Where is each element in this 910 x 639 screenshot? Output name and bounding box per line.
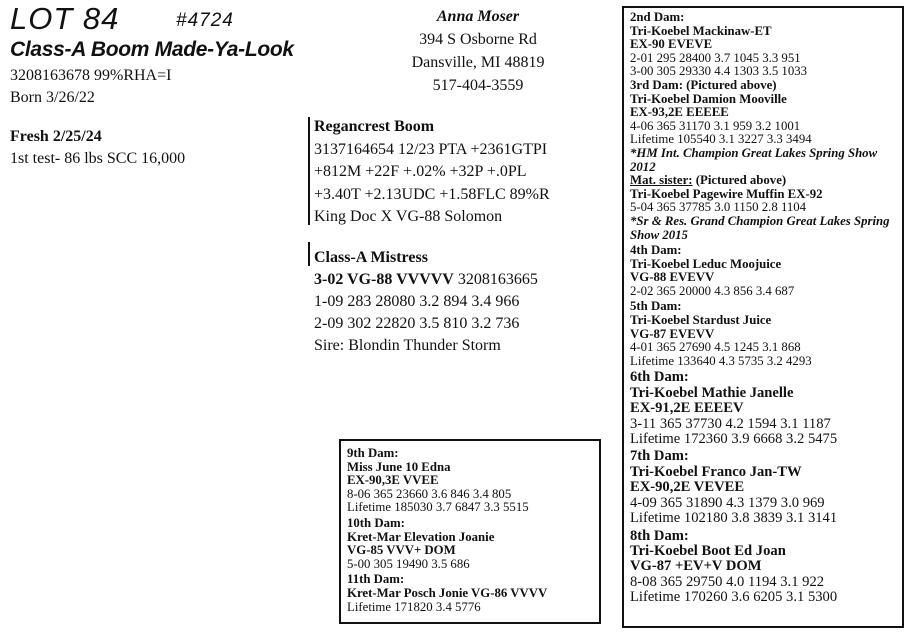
dam6-record: 3-11 365 37730 4.2 1594 3.1 1187 bbox=[630, 415, 831, 432]
dam9-record: 8-06 365 23660 3.6 846 3.4 805 bbox=[347, 486, 512, 501]
pedigree-box-bottom bbox=[339, 439, 601, 624]
dam8-record: Lifetime 170260 3.6 6205 3.1 5300 bbox=[630, 589, 838, 606]
dam4-record: 2-02 365 20000 4.3 856 3.4 687 bbox=[630, 283, 795, 298]
consignor-name: Anna Moser bbox=[436, 8, 520, 25]
dam9-record: Lifetime 185030 3.7 6847 3.3 5515 bbox=[347, 500, 529, 515]
dam10-name: Kret-Mar Elevation Joanie bbox=[347, 529, 495, 544]
dam5-record: 4-01 365 27690 4.5 1245 3.1 868 bbox=[630, 340, 801, 355]
mat-sister-label-suffix: (Pictured above) bbox=[692, 173, 787, 188]
dam7-classification: EX-90,2E VEVEE bbox=[630, 479, 745, 496]
first-test: 1st test- 86 lbs SCC 16,000 bbox=[10, 150, 186, 167]
dam10-record: 5-00 305 19490 3.5 686 bbox=[347, 556, 470, 571]
dam3-classification: EX-93,2E EEEEE bbox=[630, 105, 729, 120]
consignor-block bbox=[360, 5, 596, 97]
dam2-record: 3-00 305 29330 4.4 1303 3.5 1033 bbox=[630, 64, 808, 79]
dam3-name: Tri-Koebel Damion Mooville bbox=[630, 91, 787, 106]
dam10-classification: VG-85 VVV+ DOM bbox=[347, 543, 456, 558]
dam4-label: 4th Dam: bbox=[630, 243, 682, 258]
mat-sister-name: Tri-Koebel Pagewire Muffin EX-92 bbox=[630, 186, 823, 201]
dam6-classification: EX-91,2E EEEEV bbox=[630, 400, 744, 417]
lot-title: LOT 84 bbox=[10, 1, 120, 36]
dam-registration: 3208163665 bbox=[457, 271, 538, 288]
sire-block bbox=[314, 116, 604, 229]
dam7-record: 4-09 365 31890 4.3 1379 3.0 969 bbox=[630, 494, 825, 511]
dam11-name: Kret-Mar Posch Jonie VG-86 VVVV bbox=[347, 585, 548, 600]
dam-classification: 3-02 VG-88 VVVVV bbox=[314, 271, 454, 288]
consignor-city: Dansville, MI 48819 bbox=[411, 54, 545, 71]
cow-name: Class-A Boom Made-Ya-Look bbox=[10, 38, 294, 61]
dam8-record: 8-08 365 29750 4.0 1194 3.1 922 bbox=[630, 573, 825, 590]
dam5-label: 5th Dam: bbox=[630, 299, 682, 314]
dam-record: 2-09 302 22820 3.5 810 3.2 736 bbox=[314, 315, 520, 332]
dam5-name: Tri-Koebel Stardust Juice bbox=[630, 313, 772, 328]
dam8-classification: VG-87 +EV+V DOM bbox=[630, 558, 762, 575]
dam8-name: Tri-Koebel Boot Ed Joan bbox=[630, 542, 786, 559]
dam9-name: Miss June 10 Edna bbox=[347, 459, 451, 474]
dam5-record: Lifetime 133640 4.3 5735 3.2 4293 bbox=[630, 353, 812, 368]
dam11-record: Lifetime 171820 3.4 5776 bbox=[347, 599, 481, 614]
sire-line: King Doc X VG-88 Solomon bbox=[314, 208, 503, 225]
dam-divider bbox=[308, 242, 310, 266]
registration-line: 3208163678 99%RHA=I bbox=[10, 67, 172, 84]
dam3-label: 3rd Dam: (Pictured above) bbox=[630, 77, 777, 92]
dam-classification-line bbox=[314, 269, 604, 291]
dam-block bbox=[314, 247, 604, 357]
mat-sister-label: Mat. sister: bbox=[630, 173, 693, 188]
dam2-classification: EX-90 EVEVE bbox=[630, 37, 713, 52]
mat-sister-record: 5-04 365 37785 3.0 1150 2.8 1104 bbox=[630, 200, 807, 215]
dam-record: 1-09 283 28080 3.2 894 3.4 966 bbox=[314, 293, 520, 310]
sire-line: +3.40T +2.13UDC +1.58FLC 89%R bbox=[314, 185, 550, 203]
dam2-label: 2nd Dam: bbox=[630, 10, 685, 24]
dam3-record: 4-06 365 31170 3.1 959 3.2 1001 bbox=[630, 118, 801, 133]
sire-divider bbox=[308, 117, 310, 225]
lot-number: #4724 bbox=[176, 10, 234, 31]
dam-sire: Sire: Blondin Thunder Storm bbox=[314, 337, 501, 354]
sire-line: 3137164654 12/23 PTA +2361GTPI bbox=[314, 140, 548, 158]
dam3-note: *HM Int. Champion Great Lakes Spring Show 2012 bbox=[630, 145, 878, 174]
dam3-record: Lifetime 105540 3.1 3227 3.3 3494 bbox=[630, 132, 812, 147]
consignor-phone: 517-404-3559 bbox=[432, 77, 524, 94]
dam6-record: Lifetime 172360 3.9 6668 3.2 5475 bbox=[630, 431, 838, 448]
dam5-classification: VG-87 EVEVV bbox=[630, 326, 715, 341]
dam4-name: Tri-Koebel Leduc Moojuice bbox=[630, 256, 782, 271]
dam7-name: Tri-Koebel Franco Jan-TW bbox=[630, 463, 802, 480]
dam6-label: 6th Dam: bbox=[630, 369, 689, 386]
dam10-label: 10th Dam: bbox=[347, 515, 405, 530]
dam7-label: 7th Dam: bbox=[630, 448, 689, 465]
mat-sister-note: *Sr & Res. Grand Champion Great Lakes Spring Show 2015 bbox=[630, 213, 890, 242]
sire-line: +812M +22F +.02% +32P +.0PL bbox=[314, 163, 527, 180]
dam9-label: 9th Dam: bbox=[347, 446, 399, 460]
fresh-date: Fresh 2/25/24 bbox=[10, 128, 102, 145]
dam2-record: 2-01 295 28400 3.7 1045 3.3 951 bbox=[630, 50, 801, 65]
consignor-street: 394 S Osborne Rd bbox=[419, 31, 537, 48]
dam8-label: 8th Dam: bbox=[630, 527, 689, 544]
dam9-classification: EX-90,3E VVEE bbox=[347, 473, 439, 488]
birth-date: Born 3/26/22 bbox=[10, 89, 95, 106]
mat-sister-label-line bbox=[630, 174, 902, 188]
dam2-name: Tri-Koebel Mackinaw-ET bbox=[630, 23, 772, 38]
sire-name: Regancrest Boom bbox=[314, 118, 435, 135]
dam7-record: Lifetime 102180 3.8 3839 3.1 3141 bbox=[630, 510, 838, 527]
dam4-classification: VG-88 EVEVV bbox=[630, 270, 715, 285]
pedigree-box-right bbox=[622, 6, 904, 628]
dam11-label: 11th Dam: bbox=[347, 572, 405, 587]
dam6-name: Tri-Koebel Mathie Janelle bbox=[630, 384, 794, 401]
dam-name: Class-A Mistress bbox=[314, 249, 428, 266]
